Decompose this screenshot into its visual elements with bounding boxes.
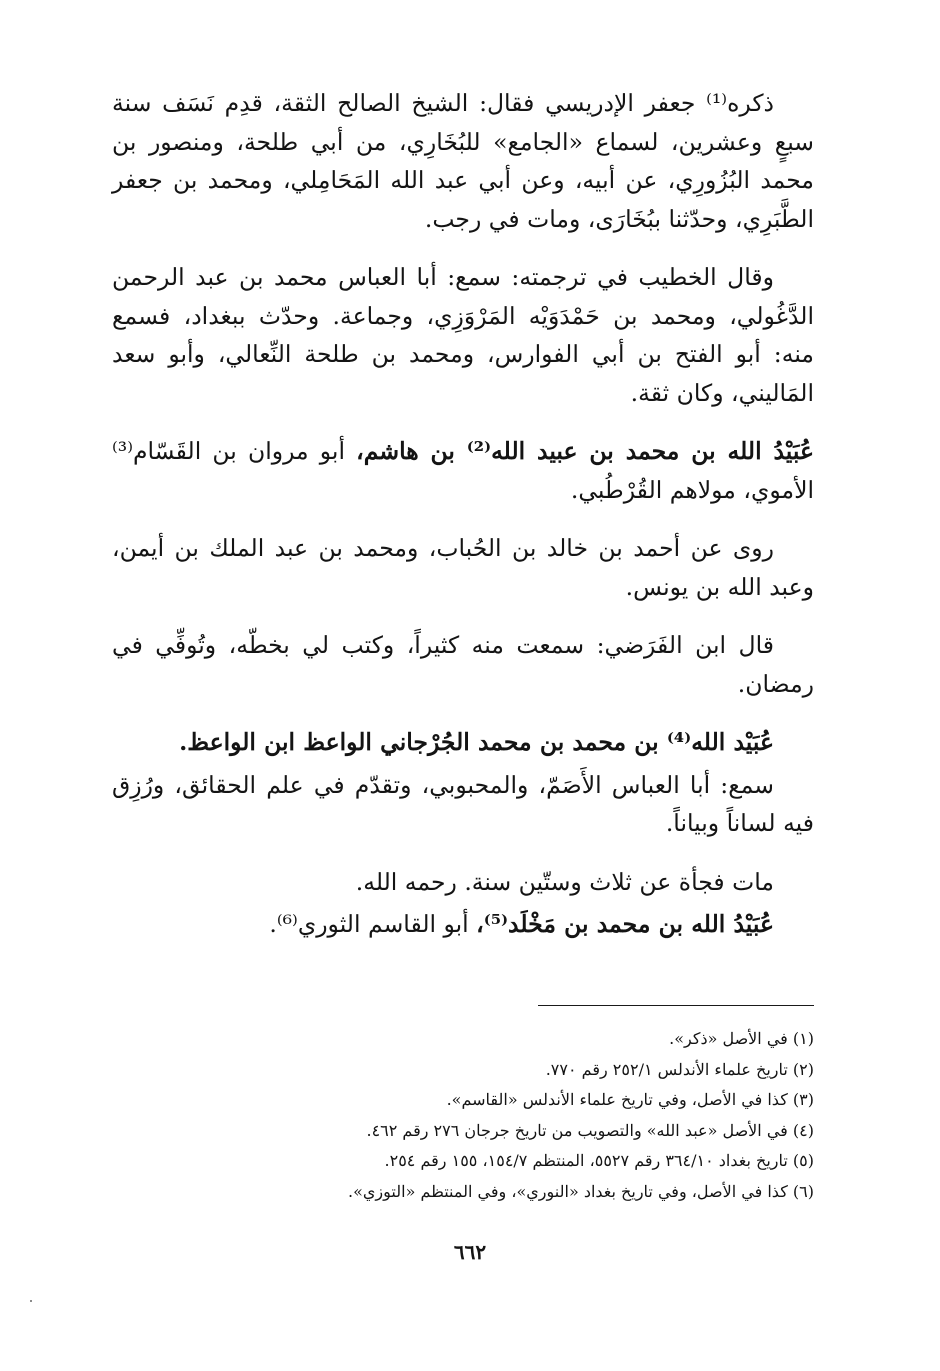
paragraph-text: قال ابن الفَرَضي: سمعت منه كثيراً، وكتب لي بخطّه، وتُوفِّي في رمضان. (112, 631, 814, 698)
paragraph-faradi (112, 626, 814, 703)
entry-heading-jurjani (112, 723, 814, 762)
page-number: ٦٦٢ (453, 1240, 487, 1264)
paragraph-text: روى عن أحمد بن خالد بن الحُباب، ومحمد بن عبد الملك بن أيمن، وعبد الله بن يونس. (112, 534, 814, 601)
footnote-separator (538, 1005, 814, 1006)
footnote-5: (٥) تاريخ بغداد ٣٦٤/١٠ رقم ٥٥٢٧، المنتظم ١٥٤/٧، ١٥٥ رقم ٢٥٤. (384, 1151, 814, 1170)
scan-speck (30, 1300, 32, 1302)
footnote-1: (١) في الأصل «ذكر». (669, 1029, 814, 1048)
entry-text: أبو مروان بن القَسّام⁽³⁾ الأموي، مولاهم القُرْطُبي. (112, 437, 814, 504)
entry-name: عُبَيْدُ الله بن محمد بن عبيد الله⁽²⁾ بن هاشم، (356, 437, 814, 465)
footnote-4: (٤) في الأصل «عبد الله» والتصويب من تاريخ جرجان ٢٧٦ رقم ٤٦٢. (366, 1120, 814, 1140)
paragraph-text: سمع: أبا العباس الأَصَمّ، والمحبوبي، وتقدّم في علم الحقائق، ورُزِق فيه لساناً وبياناً. (112, 770, 814, 837)
entry-heading-ibn-qassam (112, 432, 814, 509)
footnotes (112, 1024, 814, 1207)
entry-name: عُبَيْد الله⁽⁴⁾ بن محمد بن محمد الجُرْجاني الواعظ ابن الواعظ. (179, 728, 774, 756)
main-text (112, 84, 814, 964)
entry-name: عُبَيْدُ الله بن محمد بن مَخْلَد⁽⁵⁾، (476, 910, 774, 938)
footnote-3: (٣) كذا في الأصل، وفي تاريخ علماء الأندلس «القاسم». (446, 1090, 814, 1109)
footnote-6: (٦) كذا في الأصل، وفي تاريخ بغداد «النوري»، وفي المنتظم «التوزي». (348, 1181, 814, 1201)
entry-text: أبو القاسم الثوري⁽⁶⁾. (269, 910, 477, 938)
paragraph-idrisi (112, 84, 814, 238)
paragraph-asamm (112, 766, 814, 843)
entry-heading-makhlad (112, 905, 814, 944)
paragraph-text: ذكره⁽¹⁾ جعفر الإدريسي فقال: الشيخ الصالح الثقة، قدِم نَسَف سنة سبعٍ وعشرين، لسماع «الجامع» للبُخَارِي، من أبي طلحة، ومنصور بن محمد البُزُورِي، عن أبيه، وعن أبي عبد الله المَحَامِلي، ومحمد بن جعفر الطَّبَرِي، وحدّثنا ببُخَارَى، ومات في رجب. (112, 89, 814, 233)
paragraph-khatib (112, 258, 814, 412)
paragraph-text: وقال الخطيب في ترجمته: سمع: أبا العباس محمد بن عبد الرحمن الدَّغُولي، ومحمد بن حَمْدَوَيْه المَرْوَزِي، وجماعة. وحدّث ببغداد، فسمع منه: أبو الفتح بن أبي الفوارس، ومحمد بن طلحة النِّعالي، وأبو سعد المَاليني، وكان ثقة. (112, 263, 814, 407)
paragraph-death (112, 863, 814, 902)
footnote-2: (٢) تاريخ علماء الأندلس ٢٥٢/١ رقم ٧٧٠. (545, 1059, 814, 1079)
paragraph-narrators (112, 529, 814, 606)
paragraph-text: مات فجأة عن ثلاث وستّين سنة. رحمه الله. (355, 867, 774, 896)
